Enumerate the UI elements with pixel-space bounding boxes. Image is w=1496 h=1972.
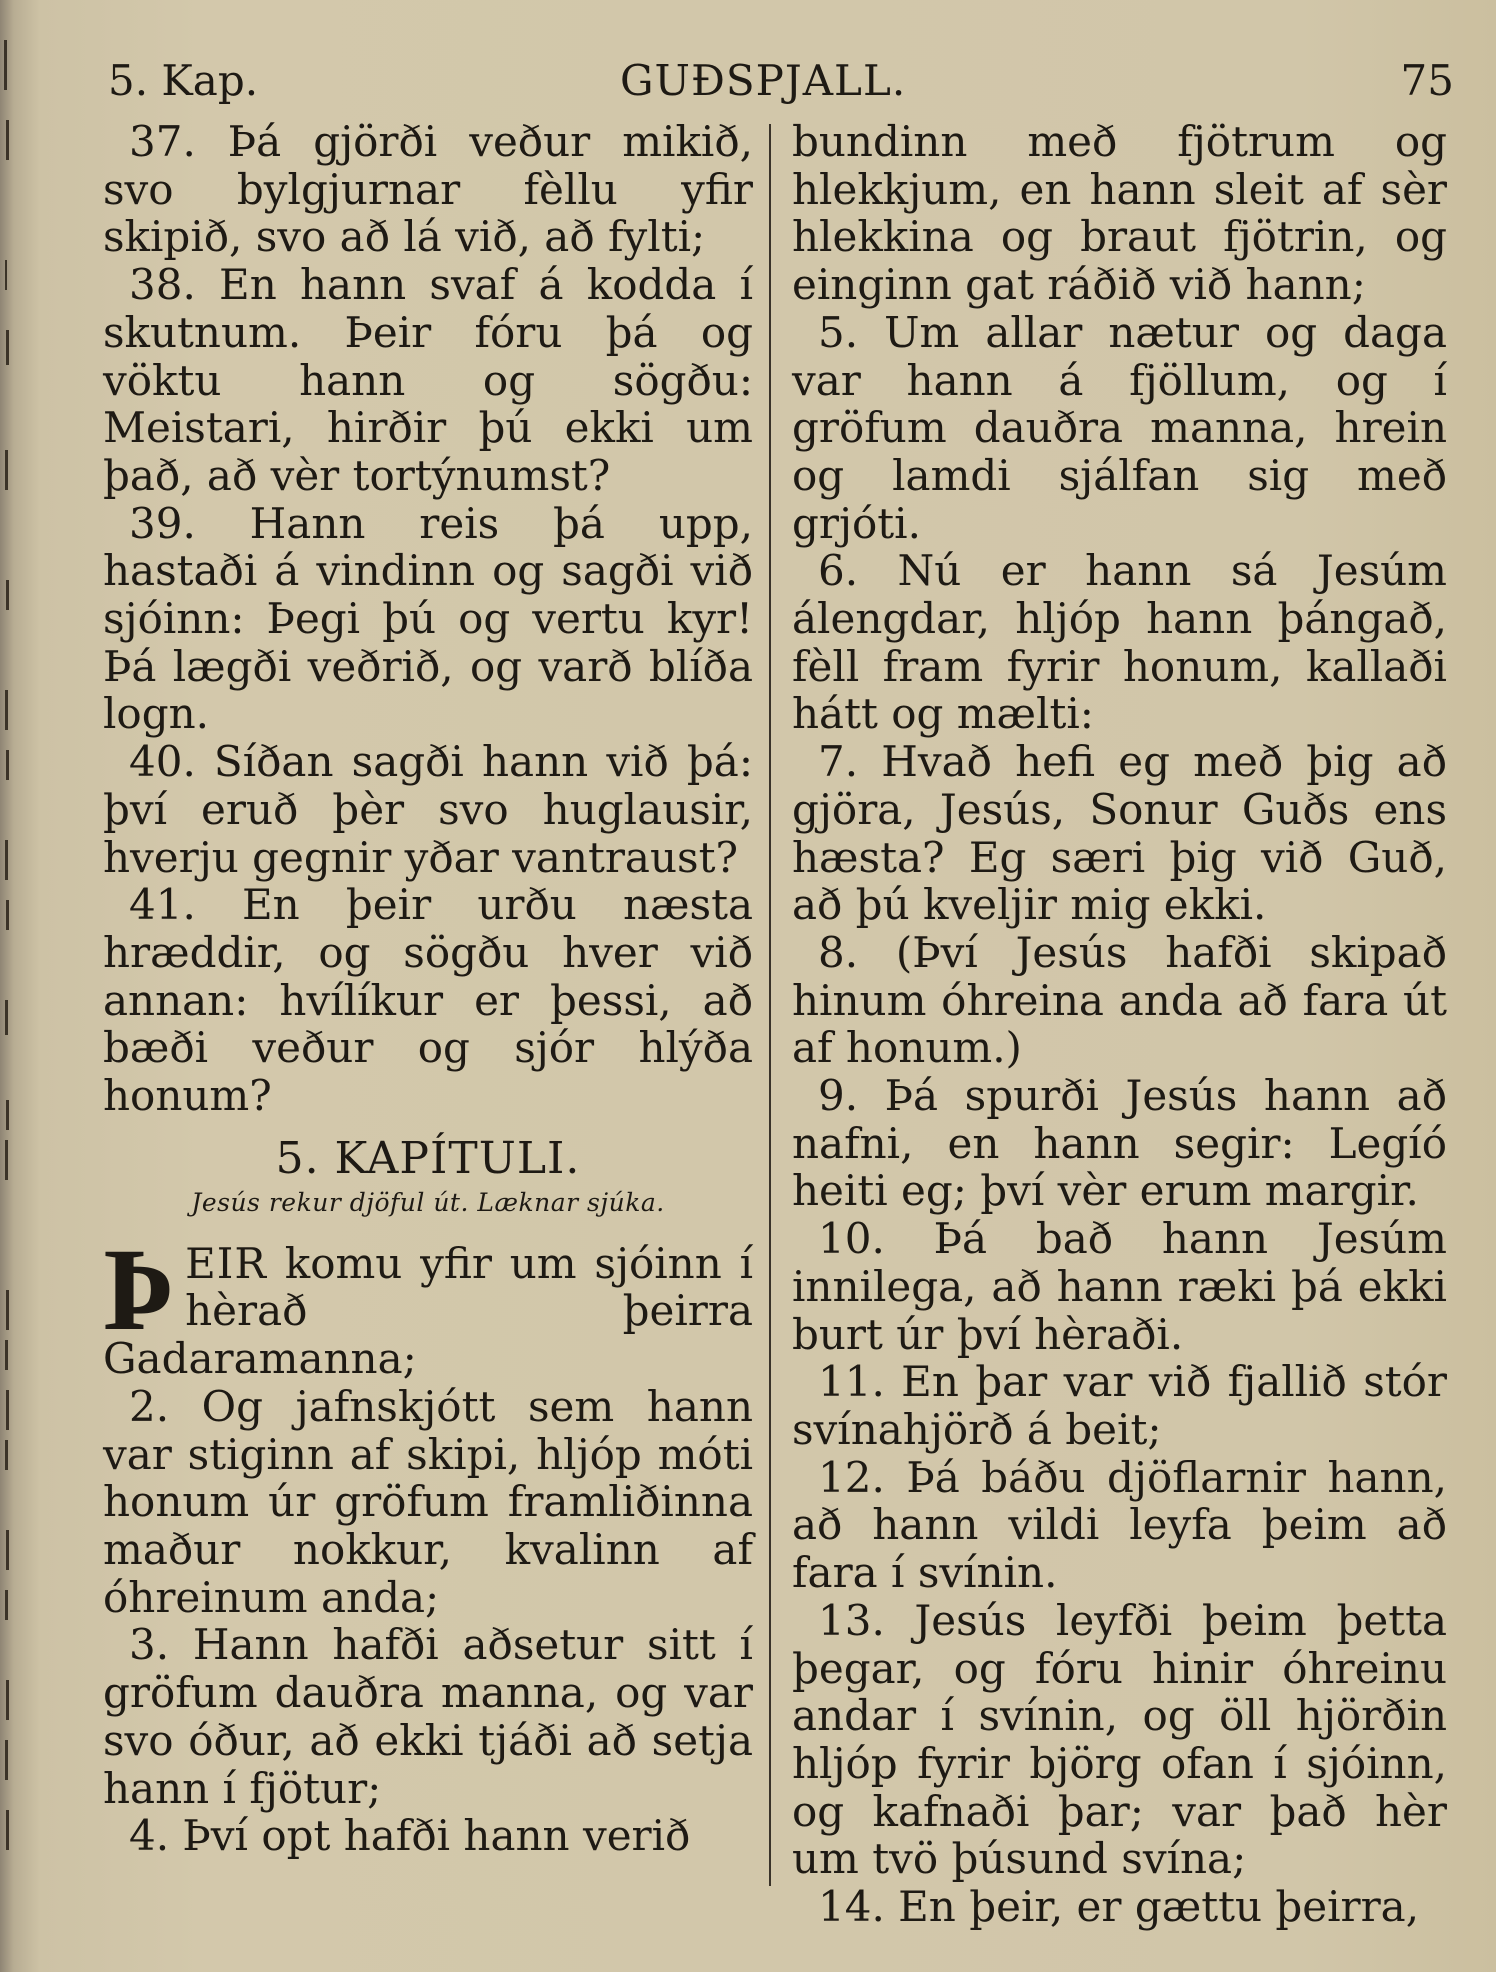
verse-5-9: 9. Þá spurði Jesús hann að nafni, en hann segir: Legíó heiti eg; því vèr erum margir. bbox=[792, 1071, 1447, 1216]
left-column bbox=[103, 118, 753, 1860]
chapter-summary: Jesús rekur djöful út. Læknar sjúka. bbox=[191, 1187, 665, 1217]
verse-4-39: 39. Hann reis þá upp, hastaði á vindinn og sagði við sjóinn: Þegi þú og vertu kyr! Þá lægði veðrið, og varð blíða logn. bbox=[103, 498, 753, 739]
verse-5-6: 6. Nú er hann sá Jesúm álengdar, hljóp hann þángað, fèll fram fyrir honum, kallaði hátt og mælti: bbox=[792, 546, 1447, 739]
verse-4-41: 41. En þeir urðu næsta hræddir, og sögðu hver við annan: hvílíkur er þessi, að bæði veður og sjór hlýða honum? bbox=[103, 880, 753, 1121]
verse-5-10: 10. Þá bað hann Jesúm innilega, að hann ræki þá ekki burt úr því hèraði. bbox=[792, 1214, 1447, 1359]
verse-5-14: 14. En þeir, er gættu þeirra, bbox=[818, 1882, 1420, 1932]
chapter-heading: 5. KAPÍTULI. bbox=[275, 1132, 581, 1184]
verse-4-37: 37. Þá gjörði veður mikið, svo bylgjurnar fèllu yfir skipið, svo að lá við, að fylti; bbox=[103, 117, 753, 262]
verse-5-7: 7. Hvað hefi eg með þig að gjöra, Jesús, Sonur Guðs ens hæsta? Eg særi þig við Guð, að þú kveljir mig ekki. bbox=[792, 737, 1447, 930]
verse-5-4-continued: bundinn með fjötrum og hlekkjum, en hann sleit af sèr hlekkina og braut fjötrin, og einginn gat ráðið við hann; bbox=[792, 117, 1447, 310]
drop-cap-letter: Þ bbox=[103, 1223, 176, 1355]
book-title: GUÐSPJALL. bbox=[620, 56, 907, 105]
right-column bbox=[792, 118, 1447, 1931]
running-header bbox=[100, 50, 1454, 110]
verse-5-4: 4. Því opt hafði hann verið bbox=[129, 1811, 691, 1861]
verse-5-3: 3. Hann hafði aðsetur sitt í gröfum dauðra manna, og var svo óður, að ekki tjáði að setja hann í fjötur; bbox=[103, 1620, 753, 1813]
verse-5-2: 2. Og jafnskjótt sem hann var stiginn af skipi, hljóp móti honum úr gröfum framliðinna maður nokkur, kvalinn af óhreinum anda; bbox=[103, 1381, 753, 1622]
verse-5-13: 13. Jesús leyfði þeim þetta þegar, og fóru hinir óhreinu andar í svínin, og öll hjörðin hljóp fyrir björg ofan í sjóinn, og kafnaði þar; var það hèr um tvö þúsund svína; bbox=[792, 1595, 1447, 1884]
verse-5-1 bbox=[103, 1223, 753, 1384]
verse-4-40: 40. Síðan sagði hann við þá: því eruð þèr svo huglausir, hverju gegnir yðar vantraust? bbox=[103, 737, 753, 882]
verse-4-38: 38. En hann svaf á kodda í skutnum. Þeir fóru þá og vöktu hann og sögðu: Meistari, hirðir þú ekki um það, að vèr tortýnumst? bbox=[103, 260, 753, 500]
opening-text: komu yfir um sjóinn í hèrað þeirra Gadaramanna; bbox=[103, 1238, 753, 1384]
column-divider bbox=[769, 124, 771, 1886]
page-gutter-edge bbox=[0, 0, 22, 1972]
opening-caps: EIR bbox=[185, 1238, 267, 1288]
verse-5-11: 11. En þar var við fjallið stór svínahjörð á beit; bbox=[792, 1357, 1447, 1454]
chapter-reference: 5. Kap. bbox=[108, 56, 259, 105]
verse-5-12: 12. Þá báðu djöflarnir hann, að hann vildi leyfa þeim að fara í svínin. bbox=[792, 1452, 1447, 1598]
verse-5-5: 5. Um allar nætur og daga var hann á fjöllum, og í gröfum dauðra manna, hrein og lamdi sjálfan sig með grjóti. bbox=[792, 307, 1447, 548]
verse-5-8: 8. (Því Jesús hafði skipað hinum óhreina anda að fara út af honum.) bbox=[792, 927, 1447, 1073]
page-number: 75 bbox=[1400, 56, 1454, 105]
